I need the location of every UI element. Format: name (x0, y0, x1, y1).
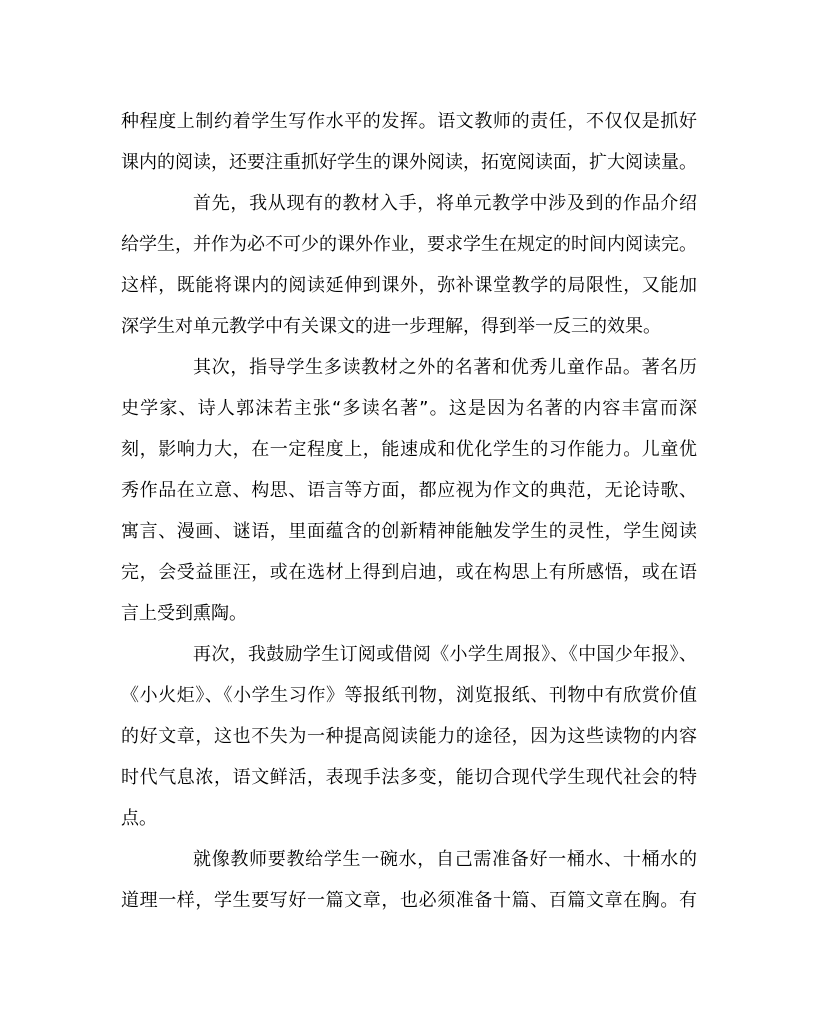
text-line: 再次，我鼓励学生订阅或借阅《小学生周报》、《中国少年报》、 (193, 644, 697, 665)
text-line: 完，会受益匪汪，或在选材上得到启迪，或在构思上有所感悟，或在语 (121, 562, 697, 583)
text-line: 的好文章，这也不失为一种提高阅读能力的途径，因为这些读物的内容 (121, 726, 697, 747)
text-line: 就像教师要教给学生一碗水，自己需准备好一桶水、十桶水的 (193, 849, 697, 870)
text-line: 秀作品在立意、构思、语言等方面，都应视为作文的典范，无论诗歌、 (121, 480, 697, 501)
text-line: 《小火炬》、《小学生习作》等报纸刊物，浏览报纸、刊物中有欣赏价值 (121, 685, 697, 706)
text-line: 其次，指导学生多读教材之外的名著和优秀儿童作品。著名历 (193, 357, 697, 378)
text-line: 课内的阅读，还要注重抓好学生的课外阅读，拓宽阅读面，扩大阅读量。 (121, 152, 697, 173)
text-line: 史学家、诗人郭沫若主张“多读名著”。这是因为名著的内容丰富而深 (121, 398, 697, 419)
text-line: 种程度上制约着学生写作水平的发挥。语文教师的责任，不仅仅是抓好 (121, 111, 697, 132)
text-line: 给学生，并作为必不可少的课外作业，要求学生在规定的时间内阅读完。 (121, 234, 697, 255)
body-text (121, 101, 697, 921)
text-line: 点。 (121, 808, 157, 829)
text-line: 刻，影响力大，在一定程度上，能速成和优化学生的习作能力。儿童优 (121, 439, 697, 460)
text-line: 寓言、漫画、谜语，里面蕴含的创新精神能触发学生的灵性，学生阅读 (121, 521, 697, 542)
text-line: 深学生对单元教学中有关课文的进一步理解，得到举一反三的效果。 (121, 316, 661, 337)
text-line: 言上受到熏陶。 (121, 603, 247, 624)
text-line: 道理一样，学生要写好一篇文章，也必须准备十篇、百篇文章在胸。有 (121, 890, 697, 911)
text-line: 首先，我从现有的教材入手，将单元教学中涉及到的作品介绍 (193, 193, 697, 214)
text-line: 这样，既能将课内的阅读延伸到课外，弥补课堂教学的局限性，又能加 (121, 275, 697, 296)
text-line: 时代气息浓，语文鲜活，表现手法多变，能切合现代学生现代社会的特 (121, 767, 697, 788)
